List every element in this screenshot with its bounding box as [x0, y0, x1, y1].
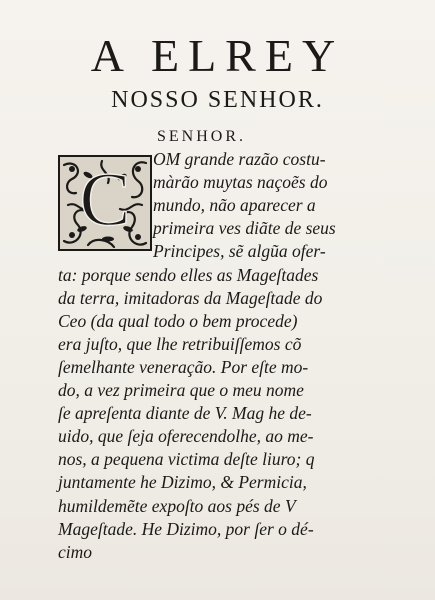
text-line: humildemẽte expoſto aos pés de V [58, 495, 296, 516]
dropcap-letter: C [79, 158, 131, 242]
text-line: Mageſtade. He Dizimo, por ſer o dé- [58, 518, 314, 539]
text-line: Principes, sẽ algũa ofer- [153, 241, 326, 262]
text-line: ſemelhante veneração. Por eſte mo- [58, 356, 309, 377]
text-line: ſe apreſenta diante de V. Mag he de- [58, 403, 312, 424]
page-title: A ELREY [90, 30, 345, 81]
text-line: uido, que ſeja oferecendolhe, ao me- [58, 426, 314, 447]
page-subtitle: NOSSO SENHOR. [111, 87, 324, 113]
text-line: era juſto, que lhe retribuiſſemos cõ [58, 333, 302, 354]
text-line: primeira ves diãte de seus [153, 218, 336, 239]
text-line: do, a vez primeira que o meu nome [58, 380, 304, 400]
dropcap-ornament-icon [58, 155, 152, 251]
text-line: Ceo (da qual todo o bem procede) [58, 310, 298, 331]
text-line: cimo [58, 541, 93, 562]
text-line: da terra, imitadoras da Mageſtade do [58, 287, 323, 308]
text-line: ta: porque sendo elles as Mageſtades [58, 264, 319, 285]
text-line: OM grande razão costu- [153, 149, 326, 169]
text-line: mundo, não aparecer a [153, 195, 316, 216]
salutation-heading: SENHOR. [157, 128, 247, 145]
text-line: màrão muytas naçoẽs do [153, 172, 328, 193]
ornamental-dropcap [58, 155, 152, 251]
text-line: nos, a pequena victima deſte liuro; q [58, 449, 315, 470]
text-line: juntamente he Dizimo, & Permicia, [58, 472, 307, 493]
